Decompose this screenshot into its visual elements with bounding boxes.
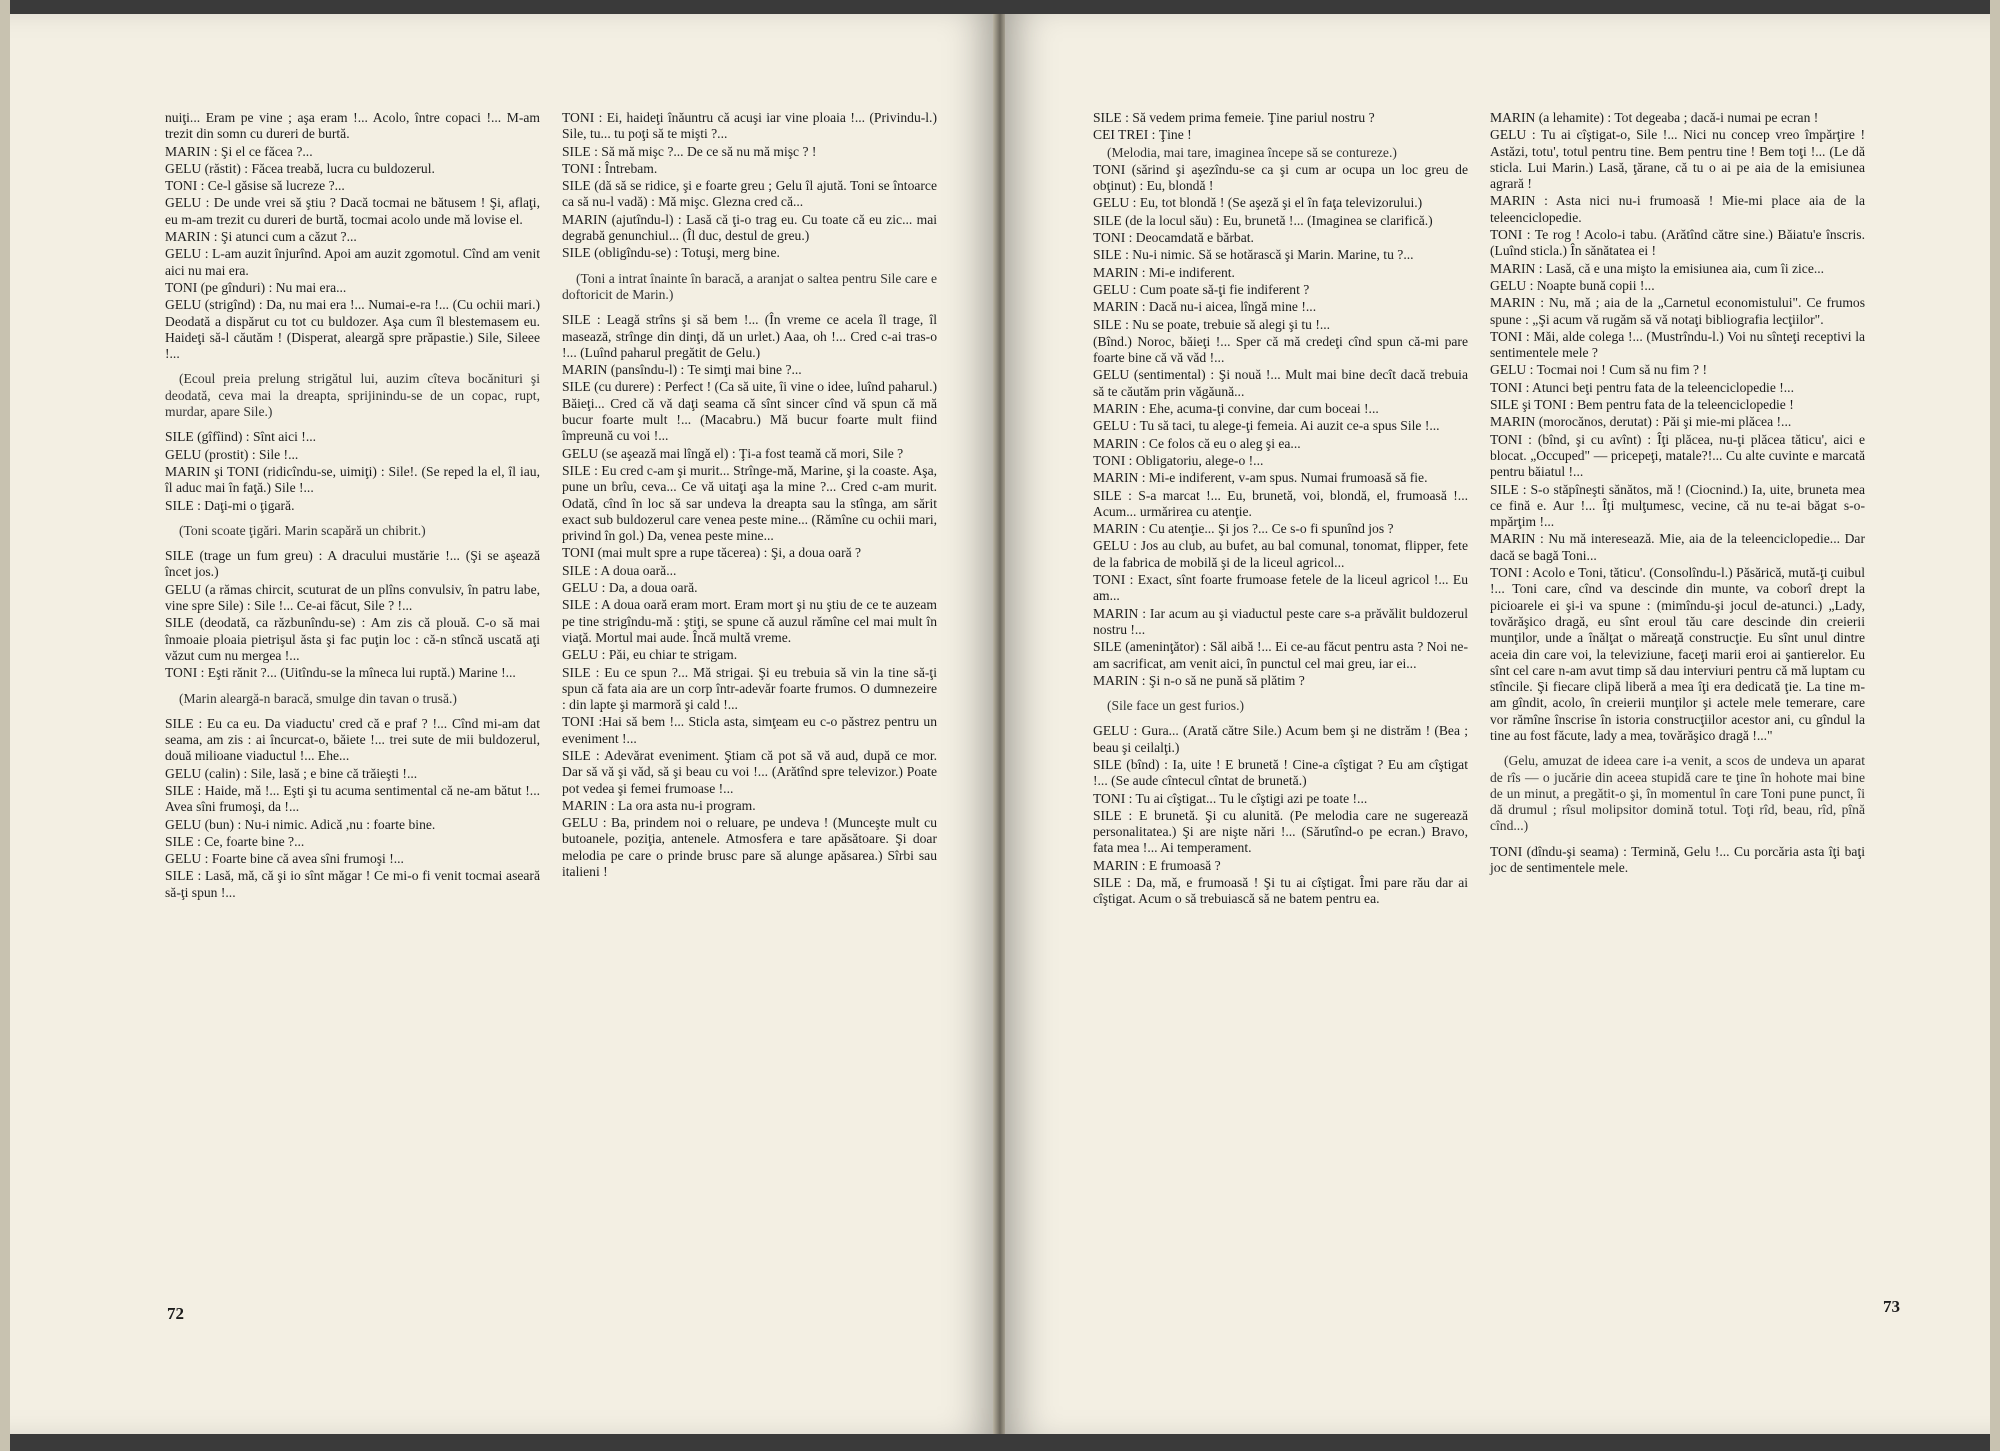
dialogue-line: SILE : Să vedem prima femeie. Ţine pariul nostru ? [1093,110,1375,125]
dialogue-line: GELU (a rămas chircit, scuturat de un plîns convulsiv, în patru labe, vine spre Sile) : Sile !... Ce-ai făcut, Sile ? !... [165,581,540,614]
dialogue-line: GELU (strigînd) : Da, nu mai era !... Numai-e-ra !... (Cu ochii mari.) Deodată a dispărut cu tot cu buldozer. Aşa cum îl blestemasem eu. Haideţi să-l căutăm ! (Disperat, aleargă spre prăpastie.) Sile, Sileee !... [165,297,540,362]
page-number-left: 72 [167,1304,184,1323]
book-edge-right [1990,0,2000,1451]
book-edge-left [0,0,10,1451]
dialogue-line: GELU : Gura... (Arată către Sile.) Acum bem şi ne distrăm ! (Bea ; beau şi ceilalţi.) [1093,723,1468,755]
dialogue-line: MARIN : La ora asta nu-i program. [562,797,756,813]
dialogue-line: SILE : Să mă mişc ?... De ce să nu mă mişc ? ! [562,143,817,159]
dialogue-line: GELU : L-am auzit înjurînd. Apoi am auzit zgomotul. Cînd am venit aici nu mai era. [165,246,540,278]
dialogue-line: MARIN : Şi n-o să ne pună să plătim ? [1093,672,1305,688]
dialogue-line: TONI (mai mult spre a rupe tăcerea) : Şi, a doua oară ? [562,545,862,561]
dialogue-line: MARIN : Dacă nu-i aicea, lîngă mine !... [1093,299,1317,315]
dialogue-line: SILE (bînd) : Ia, uite ! E brunetă ! Cine-a cîştigat ? Eu am cîştigat !... (Se aude cîntecul cîntat de brunetă.) [1093,756,1468,789]
dialogue-line: SILE (ameninţător) : Săl aibă !... Ei ce-au făcut pentru asta ? Noi ne-am sacrificat, am venit aici, în punctul cel mai greu, iar ei... [1093,639,1468,671]
dialogue-line: SILE : A doua oară eram mort. Eram mort şi nu ştiu de ce te auzeam pe tine strigîndu-mă : ştiţi, se spune că auzul rămîne cel mai mult în viaţă. Mortul mai aude. Încă multă vreme. [562,597,937,645]
dialogue-line: SILE (trage un fum greu) : A dracului mustărie !... (Şi se aşează încet jos.) [165,548,540,580]
dialogue-line: GELU : Tu ai cîştigat-o, Sile !... Nici nu concep vreo împărţire ! Astăzi, totu', totul pentru tine. Bem pentru tine ! Bem toţi !... (Le dă sticla. Lui Marin.) Lasă, ţărane, că tu o ai pe aia de la emisiunea agrară ! [1490,127,1865,192]
dialogue-line: MARIN : Asta nici nu-i frumoasă ! Mie-mi place aia de la teleenciclopedie. [1490,193,1865,225]
dialogue-line: SILE şi TONI : Bem pentru fata de la teleenciclopedie ! [1490,397,1794,413]
left-page-column-1 [165,110,540,902]
dialogue-line: MARIN : Şi el ce făcea ?... [165,143,313,159]
dialogue-line: TONI : Tu ai cîştigat... Tu le cîştigi azi pe toate !... [1093,790,1368,806]
dialogue-line: GELU : Eu, tot blondă ! (Se aşeză şi el în faţa televizorului.) [1093,195,1423,211]
dialogue-line: MARIN (ajutîndu-l) : Lasă că ţi-o trag eu. Cu toate că eu zic... mai degrabă genunchiul... (Îl duc, destul de greu.) [562,211,937,244]
dialogue-line: GELU : Tu să taci, tu alege-ţi femeia. Ai auzit ce-a spus Sile !... [1093,418,1440,434]
dialogue-line: SILE : Nu-i nimic. Să se hotărască şi Marin. Marine, tu ?... [1093,247,1414,263]
dialogue-line: SILE : Eu cred c-am şi murit... Strînge-mă, Marine, şi la coaste. Aşa, pune un brîu, ceva... Ce vă uitaţi aşa la mine ?... Cred c-am murit. Odată, cînd în loc să sar undeva la dreapta sau la stînga, am sărit exact sub buldozerul care venea peste mine... (Rămîne cu ochii mari, privind în gol.) Da, venea peste mine... [562,462,937,544]
dialogue-line: TONI : Eşti rănit ?... (Uitîndu-se la mîneca lui ruptă.) Marine !... [165,665,516,681]
dialogue-line: MARIN : Iar acum au şi viaductul peste care s-a prăvălit buldozerul nostru !... [1093,605,1468,637]
dialogue-line: SILE (de la locul său) : Eu, brunetă !... (Imaginea se clarifică.) [1093,212,1433,228]
dialogue-line: SILE : S-a marcat !... Eu, brunetă, voi, blondă, el, frumoasă !... Acum... urmărirea cu atenţie. [1093,487,1468,519]
dialogue-line: TONI : Acolo e Toni, tăticu'. (Consolîndu-l.) Păsărică, mută-ţi cuibul !... Toni care, cînd va descinde din munte, va coborî drept la picioarele ei şi-i va spune : (mimîndu-şi jocul de-atunci.) „Lady, tovărăşico dragă, eu sînt eroul tău care descinde din creierii munţilor, unde a înălţat o măreaţă construcţie. Eu sînt unul dintre aceia din care voi, la televiziune, faceţi marii eroi ai şantierelor. Eu sînt cel care n-am avut timp să dau interviuri pentru că mă luptam cu stîncile. Şi fiecare clipă liberă a mea îţi era dedicată ţie. La tine m-am gîndit, acolo, în creierii munţilor şi actele mele temerare, care vor rămîne înscrise în istoria construcţiilor acestor ani, cu gîndul la tine au fost făcute, lady a mea, tovărăşico dragă !..." [1490,565,1865,743]
dialogue-line: TONI :Hai să bem !... Sticla asta, simţeam eu c-o păstrez pentru un eveniment !... [562,714,937,746]
dialogue-line: MARIN (a lehamite) : Tot degeaba ; dacă-i numai pe ecran ! [1490,110,1819,125]
dialogue-line: TONI : Ce-l găsise să lucreze ?... [165,178,345,194]
dialogue-line: MARIN (morocănos, derutat) : Păi şi mie-mi plăcea !... [1490,414,1792,430]
dialogue-line: TONI : Întrebam. [562,160,658,176]
dialogue-line: MARIN : Mi-e indiferent. [1093,264,1235,280]
dialogue-line: CEI TREI : Ţine ! [1093,127,1192,143]
dialogue-line: MARIN (pansîndu-l) : Te simţi mai bine ?... [562,362,802,378]
dialogue-line: SILE : Nu se poate, trebuie să alegi şi tu !... [1093,316,1331,332]
dialogue-line: TONI : Exact, sînt foarte frumoase fetele de la liceul agricol !... Eu am... [1093,572,1468,604]
dialogue-line: nuiţi... Eram pe vine ; aşa eram !... Acolo, între copaci !... M-am trezit din somn cu dureri de burtă. [165,110,540,142]
dialogue-line: TONI : Ei, haideţi înăuntru că acuşi iar vine ploaia !... (Privindu-l.) Sile, tu... tu poţi să te mişti ?... [562,110,937,142]
dialogue-line: GELU : Jos au club, au bufet, au bal comunal, tonomat, flipper, fete de la fabrica de mobilă şi de la liceul agricol... [1093,538,1468,570]
stage-direction: (Marin aleargă-n baracă, smulge din tavan o trusă.) [179,690,457,706]
dialogue-line: SILE (cu durere) : Perfect ! (Ca să uite, îi vine o idee, luînd paharul.) Băieţi... Cred că vă daţi seama că sînt sincer cînd vă spun că mă bucur foarte mult !... (Macabru.) Mă bucur foarte mult fiind împreună cu voi !... [562,379,937,444]
left-page [10,14,995,1434]
dialogue-line: MARIN : Nu, mă ; aia de la „Carnetul economistului". Ce frumos spune : „Şi acum vă rugăm să vă notaţi bibliografia lecţiilor". [1490,295,1865,327]
stage-direction: (Toni a intrat înainte în baracă, a aranjat o saltea pentru Sile care e doftoricit de Marin.) [562,270,937,302]
dialogue-line: SILE : Leagă strîns şi să bem !... (În vreme ce acela îl trage, îl masează, strînge din dinţi, dă un urlet.) Aaa, oh !... Cred c-ai tras-o !... (Luînd paharul pregătit de Gelu.) [562,312,937,360]
dialogue-line: MARIN şi TONI (ridicîndu-se, uimiţi) : Sile!. (Se reped la el, îl iau, îl aduc mai în faţă.) Sile !... [165,463,540,496]
right-page [1005,14,1990,1434]
stage-direction: (Ecoul preia prelung strigătul lui, auzim cîteva bocănituri şi deodată, ceva mai la dreapta, sprijinindu-se de un copac, rupt, murdar, apare Sile.) [165,371,540,420]
dialogue-line: MARIN : Cu atenţie... Şi jos ?... Ce s-o fi spunînd jos ? [1093,521,1394,537]
dialogue-line: GELU : Noapte bună copii !... [1490,277,1655,293]
dialogue-line: GELU : Păi, eu chiar te strigam. [562,647,738,663]
dialogue-line: TONI : Obligatoriu, alege-o !... [1093,452,1264,468]
dialogue-line: SILE : E brunetă. Şi cu alunită. (Pe melodia care ne sugerează personalitatea.) Şi are nişte nări !... (Sărutînd-o pe ecran.) Bravo, fata mea !... Ai temperament. [1093,807,1468,856]
page-number-right: 73 [1883,1297,1900,1316]
stage-direction: (Melodia, mai tare, imaginea începe să se contureze.) [1107,144,1397,160]
dialogue-line: GELU : Ba, prindem noi o reluare, pe undeva ! (Munceşte mult cu butoanele, poziţia, antenele. Atmosfera e tare apăsătoare. Şi doar melodia pe care o prinde brusc pare să alunge apăsarea.) Sîrbi sau italieni ! [562,815,937,880]
dialogue-line: SILE : Haide, mă !... Eşti şi tu acuma sentimental că ne-am bătut !... Avea sîni frumoşi, da !... [165,782,540,815]
dialogue-line: SILE : Adevărat eveniment. Ştiam că pot să vă aud, după ce mor. Dar să vă şi văd, să şi beau cu voi !... (Arătînd spre televizor.) Poate pot vedea şi femei frumoase !... [562,747,937,796]
stage-direction: (Toni scoate ţigări. Marin scapără un chibrit.) [179,522,426,538]
dialogue-line: MARIN : Nu mă interesează. Mie, aia de la teleenciclopedie... Dar dacă se bagă Toni... [1490,531,1865,563]
dialogue-line: MARIN : Ce folos că eu o aleg şi ea... [1093,435,1301,451]
dialogue-line: SILE (dă să se ridice, şi e foarte greu ; Gelu îl ajută. Toni se întoarce ca să nu-l vadă) : Mă mişc. Glezna cred că... [562,178,937,210]
dialogue-line: GELU : Tocmai noi ! Cum să nu fim ? ! [1490,362,1708,378]
dialogue-line: SILE (deodată, ca răzbunîndu-se) : Am zis că plouă. C-o să mai înmoaie ploaia pietrişul ăsta şi fac puţin loc : că-n stîncă uscată aţi văzut cum nu mergea !... [165,615,540,663]
dialogue-line: TONI (dîndu-şi seama) : Termină, Gelu !... Cu porcăria asta îţi baţi joc de sentimentele mele. [1490,843,1865,876]
dialogue-line: SILE : A doua oară... [562,562,677,578]
dialogue-line: GELU (răstit) : Făcea treabă, lucra cu buldozerul. [165,160,435,176]
dialogue-line: GELU (bun) : Nu-i nimic. Adică ,nu : foarte bine. [165,816,436,832]
dialogue-line: SILE : Daţi-mi o ţigară. [165,497,295,513]
dialogue-line: TONI : Atunci beţi pentru fata de la teleenciclopedie !... [1490,379,1794,395]
dialogue-line: SILE : Ce, foarte bine ?... [165,833,305,849]
right-page-column-1 [1093,110,1468,909]
dialogue-line: SILE (obligîndu-se) : Totuşi, merg bine. [562,245,780,261]
dialogue-line: MARIN : Lasă, că e una mişto la emisiunea aia, cum îi zice... [1490,260,1825,276]
dialogue-line: GELU (sentimental) : Şi nouă !... Mult mai bine decît dacă trebuia să te căutăm prin văgăună... [1093,367,1468,399]
left-page-column-2 [562,110,937,881]
dialogue-line: TONI : Te rog ! Acolo-i tabu. (Arătînd către sine.) Băiatu'e înscris. (Luînd sticla.) În sănătatea ei ! [1490,227,1865,259]
dialogue-line: SILE : Eu ca eu. Da viaductu' cred că e praf ? !... Cînd mi-am dat seama, am zis : ai încurcat-o, băiete !... trei sute de mii buldozerul, două milioane viaductul !... Ehe... [165,715,540,764]
right-page-column-2 [1490,110,1865,877]
dialogue-line: GELU (se aşează mai lîngă el) : Ţi-a fost teamă că mori, Sile ? [562,445,904,461]
dialogue-line: (Bînd.) Noroc, băieţi !... Sper că mă credeţi cînd spun că-mi pare foarte bine că vă văd !... [1093,333,1468,366]
dialogue-line: SILE : Da, mă, e frumoasă ! Şi tu ai cîştigat. Îmi pare rău dar ai cîştigat. Acum o să trebuiască să ne batem pentru ea. [1093,875,1468,907]
dialogue-line: TONI : Măi, alde colega !... (Mustrîndu-l.) Voi nu sînteţi receptivi la sentimentele mele ? [1490,328,1865,361]
dialogue-line: SILE : S-o stăpîneşti sănătos, mă ! (Ciocnind.) Ia, uite, bruneta mea ce fină e. Aur !... Îţi mulţumesc, vecine, că nu te-ai băgat s-o-mpărţim !... [1490,481,1865,530]
dialogue-line: SILE : Lasă, mă, că şi io sînt măgar ! Ce mi-o fi venit tocmai aseară să-ţi spun !... [165,868,540,900]
dialogue-line: TONI : (bînd, şi cu avînt) : Îţi plăcea, nu-ţi plăcea tăticu', aici e blocat. „Occuped" — pricepeţi, matale?!... Cu alte cuvinte e marcată pentru băiatul !... [1490,431,1865,480]
dialogue-line: GELU : Foarte bine că avea sîni frumoşi !... [165,851,404,867]
dialogue-line: GELU (calin) : Sile, lasă ; e bine că trăieşti !... [165,765,418,781]
stage-direction: (Sile face un gest furios.) [1107,698,1245,714]
stage-direction: (Gelu, amuzat de ideea care i-a venit, a scos de undeva un aparat de rîs — o jucărie din aceea stupidă care te ţine în hohote mai bine de un minut, a pregătit-o şi, în momentul în care Toni pune punct, îi dă drumul ; rîsul molipsitor domină totul. Toţi rîd, beau, rîd, pînă cînd...) [1490,753,1865,834]
dialogue-line: MARIN : Mi-e indiferent, v-am spus. Numai frumoasă să fie. [1093,470,1428,486]
dialogue-line: GELU : Cum poate să-ţi fie indiferent ? [1093,281,1310,297]
dialogue-line: SILE : Eu ce spun ?... Mă strigai. Şi eu trebuia să vin la tine să-ţi spun că fata aia are un corp într-adevăr foarte frumos. O dumnezeire : din lapte şi marmoră şi cald !... [562,664,937,713]
dialogue-line: MARIN : Ehe, acuma-ţi convine, dar cum boceai !... [1093,401,1379,417]
dialogue-line: GELU (prostit) : Sile !... [165,446,299,462]
dialogue-line: TONI : Deocamdată e bărbat. [1093,230,1254,246]
dialogue-line: MARIN : Şi atunci cum a căzut ?... [165,229,357,245]
dialogue-line: TONI (pe gînduri) : Nu mai era... [165,279,347,295]
dialogue-line: MARIN : E frumoasă ? [1093,857,1221,873]
dialogue-line: TONI (sărind şi aşezîndu-se ca şi cum ar ocupa un loc greu de obţinut) : Eu, blondă ! [1093,161,1468,194]
dialogue-line: GELU : De unde vrei să ştiu ? Dacă tocmai ne bătusem ! Şi, aflaţi, eu m-am trezit cu dureri de burtă, tocmai acolo unde mă lovise el. [165,195,540,227]
dialogue-line: GELU : Da, a doua oară. [562,580,698,596]
dialogue-line: SILE (gîfîind) : Sînt aici !... [165,429,317,445]
